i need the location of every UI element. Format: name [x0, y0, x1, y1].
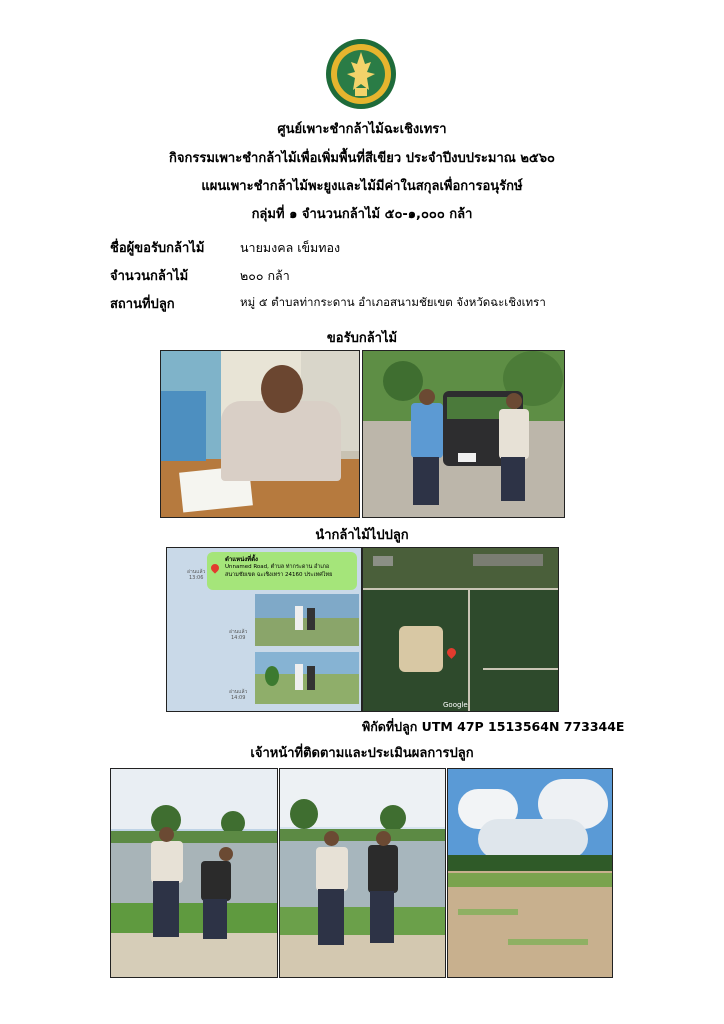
requester-value: นายมงคล เข็มทอง	[240, 240, 341, 255]
map-attribution: Google	[443, 701, 468, 709]
read-time: 13:06	[189, 575, 204, 581]
quantity-value: ๒๐๐ กล้า	[240, 268, 290, 283]
photo-field-inspection-2	[279, 768, 446, 978]
read-label: อ่านแล้ว	[229, 629, 248, 635]
utm-coordinates: พิกัดที่ปลูก UTM 47P 1513564N 773344E	[362, 719, 625, 734]
bubble-text: Unnamed Road, ตำบล ท่ากระดาน อำเภอ สนามชัยเขต ฉะเชิงเทรา 24160 ประเทศไทย	[225, 564, 333, 578]
read-time: 14:09	[231, 635, 246, 641]
activity-title: กิจกรรมเพาะชำกล้าไม้เพื่อเพิ่มพื้นที่สีเขียว ประจำปีงบประมาณ ๒๕๖๐	[169, 151, 555, 166]
location-value: หมู่ ๕ ตำบลท่ากระดาน อำเภอสนามชัยเขต จังหวัดฉะเชิงเทรา	[240, 295, 546, 309]
location-bubble	[207, 552, 357, 590]
location-label: สถานที่ปลูก	[110, 297, 175, 312]
photo-signing	[160, 350, 360, 518]
photo-field-inspection-1	[110, 768, 278, 978]
requester-label: ชื่อผู้ขอรับกล้าไม้	[110, 241, 205, 256]
monitor-heading: เจ้าหน้าที่ติดตามและประเมินผลการปลูก	[250, 746, 474, 761]
plan-title: แผนเพาะชำกล้าไม้พะยูงและไม้มีค่าในสกุลเพื่อการอนุรักษ์	[201, 179, 523, 194]
emblem-logo	[325, 38, 397, 110]
read-time: 14:09	[231, 695, 246, 701]
bubble-title: ตำแหน่งที่ตั้ง	[225, 556, 258, 563]
read-label: อ่านแล้ว	[229, 689, 248, 695]
center-name: ศูนย์เพาะชำกล้าไม้ฉะเชิงเทรา	[277, 122, 447, 137]
satellite-map	[362, 547, 559, 712]
photo-pickup	[362, 350, 565, 518]
group-title: กลุ่มที่ ๑ จำนวนกล้าไม้ ๕๐-๑,๐๐๐ กล้า	[251, 207, 473, 222]
planting-heading: นำกล้าไม้ไปปลูก	[315, 528, 409, 543]
map-pin-icon	[445, 646, 458, 659]
location-pin-icon	[209, 562, 220, 573]
chat-photo	[255, 594, 359, 646]
read-label: อ่านแล้ว	[187, 569, 206, 575]
chat-screenshot	[166, 547, 362, 712]
chat-photo	[255, 652, 359, 704]
quantity-label: จำนวนกล้าไม้	[110, 269, 189, 284]
receive-heading: ขอรับกล้าไม้	[326, 331, 398, 346]
photo-planted-field	[447, 768, 613, 978]
